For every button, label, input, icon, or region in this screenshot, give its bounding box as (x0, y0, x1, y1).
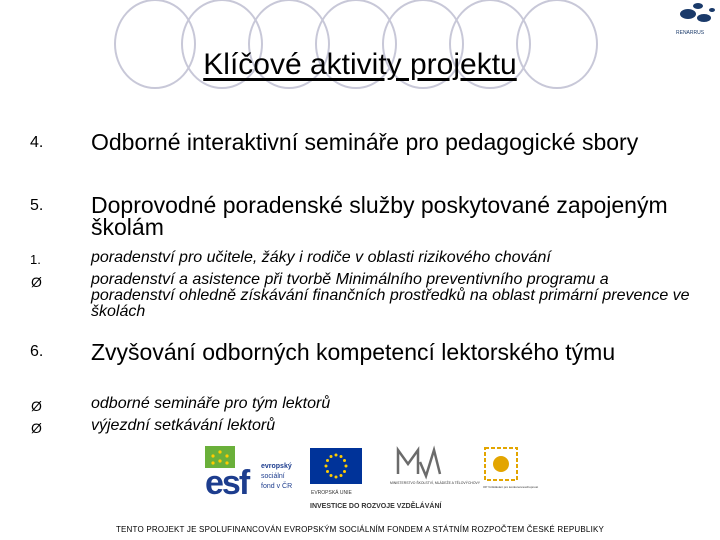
esf-wordmark: esf (205, 464, 249, 502)
slide-title: Klíčové aktivity projektu (203, 48, 517, 81)
esf-line-2: sociální (261, 473, 285, 480)
item-text: Zvyšování odborných kompetencí lektorského týmu (91, 339, 616, 365)
eu-flag-logo (310, 446, 372, 501)
esf-line-1: evropský (261, 463, 292, 470)
item-text: výjezdní setkávání lektorů (91, 417, 276, 434)
eu-label: EVROPSKÁ UNIE (311, 490, 352, 496)
corner-brand: RENARRUS (676, 30, 705, 36)
item-text: odborné semináře pro tým lektorů (91, 395, 331, 412)
item-marker: 5. (30, 197, 44, 214)
arrow-bullet-icon: Ø (31, 420, 42, 436)
corner-logo-icon (668, 0, 718, 30)
esf-line-3: fond v ČR (261, 483, 293, 490)
msmt-logo (390, 446, 480, 501)
item-text: Doprovodné poradenské služby poskytované zapojeným školám (91, 192, 668, 240)
arrow-bullet-icon: Ø (31, 274, 42, 290)
item-marker: 1. (30, 252, 41, 267)
msmt-label: MINISTERSTVO ŠKOLSTVÍ, MLÁDEŽE A TĚLOVÝCHOVY (390, 481, 480, 485)
footer-note: TENTO PROJEKT JE SPOLUFINANCOVÁN EVROPSKÝM SOCIÁLNÍM FONDEM A STÁTNÍM ROZPOČTEM ČESKÉ REPUBLIKY (115, 525, 605, 534)
arrow-bullet-icon: Ø (31, 398, 42, 414)
item-text: poradenství pro učitele, žáky i rodiče v oblasti rizikového chování (91, 249, 551, 266)
logo-bar (205, 446, 539, 502)
op-logo (483, 446, 539, 501)
item-text: poradenství a asistence při tvorbě Minimálního preventivního programu a poradenství ohledně získávání finančních prostředků na oblast primární prevence ve školách (91, 271, 690, 320)
esf-logo (205, 446, 305, 501)
logo-caption: INVESTICE DO ROZVOJE VZDĚLÁVÁNÍ (310, 503, 442, 510)
item-marker: 6. (30, 343, 44, 360)
item-text: Odborné interaktivní semináře pro pedagogické sbory (91, 129, 639, 155)
item-marker: 4. (30, 134, 44, 151)
op-label: OP Vzdělávání pro konkurenceschopnost (483, 485, 539, 489)
